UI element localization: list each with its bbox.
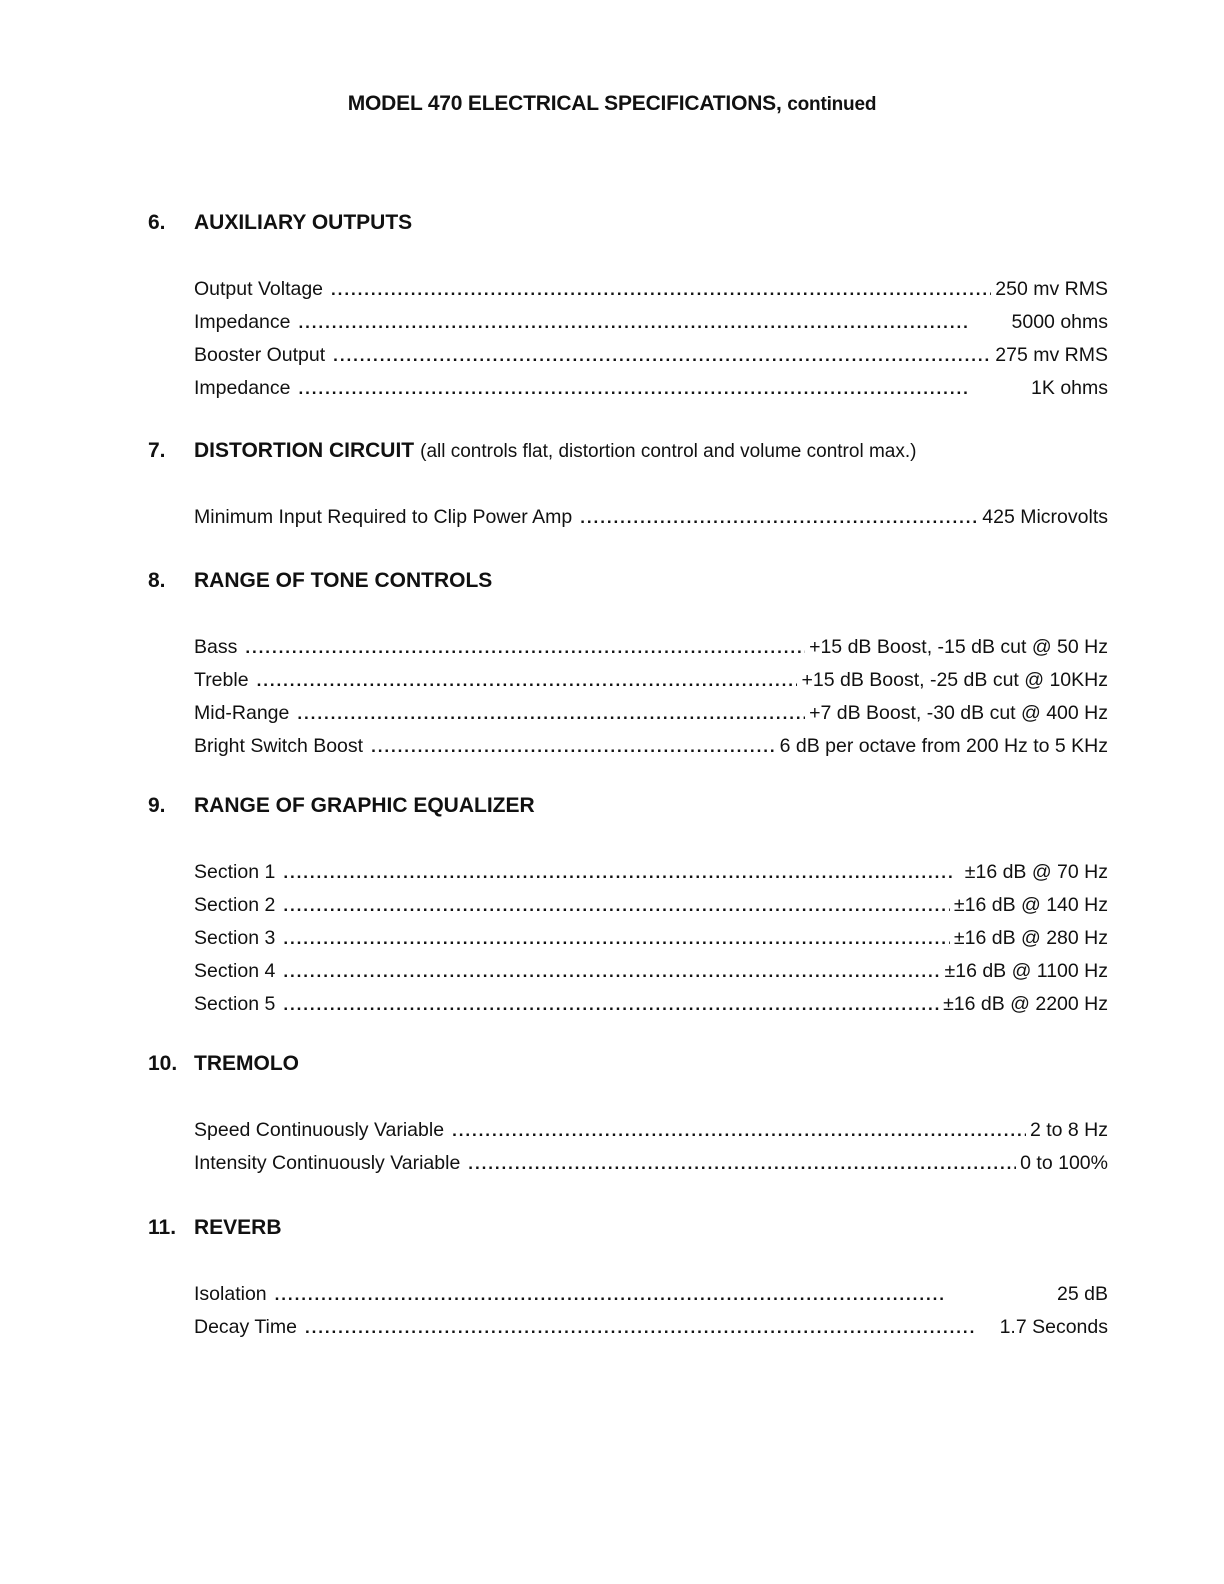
spec-value: +15 dB Boost, -15 dB cut @ 50 Hz [809, 636, 1108, 658]
section-number: 7. [148, 439, 166, 462]
spec-label: Section 1 [194, 861, 276, 883]
section-range-of-graphic-equalizer [148, 792, 1108, 1021]
section-number: 9. [148, 794, 166, 817]
section-heading [148, 1050, 1108, 1078]
spec-value: 250 mv RMS [995, 278, 1108, 300]
dot-leader [297, 697, 805, 730]
section-title: RANGE OF TONE CONTROLS [194, 569, 493, 592]
page-title [0, 92, 1224, 116]
dot-leader [580, 501, 978, 534]
spec-value: ±16 dB @ 140 Hz [953, 894, 1108, 916]
spec-row [194, 664, 1108, 697]
section-heading [148, 209, 1108, 237]
spec-label: Mid-Range [194, 702, 290, 724]
spec-row [194, 988, 1108, 1021]
section-number: 6. [148, 211, 166, 234]
spec-list [194, 1278, 1108, 1344]
spec-row [194, 501, 1108, 534]
spec-label: Speed Continuously Variable [194, 1119, 445, 1141]
spec-row [194, 1311, 1108, 1344]
spec-value: ±16 dB @ 2200 Hz [943, 993, 1108, 1015]
spec-row [194, 631, 1108, 664]
spec-label: Impedance [194, 311, 291, 333]
spec-list [194, 856, 1108, 1021]
spec-value: ±16 dB @ 70 Hz [964, 861, 1108, 883]
section-title: REVERB [194, 1216, 282, 1239]
dot-leader [283, 988, 939, 1021]
spec-label: Decay Time [194, 1316, 297, 1338]
spec-value: ±16 dB @ 1100 Hz [944, 960, 1108, 982]
dot-leader [331, 273, 991, 306]
spec-label: Section 2 [194, 894, 276, 916]
section-number: 8. [148, 569, 166, 592]
spec-label: Section 3 [194, 927, 276, 949]
spec-label: Booster Output [194, 344, 326, 366]
dot-leader [452, 1114, 1026, 1147]
section-title: AUXILIARY OUTPUTS [194, 211, 413, 234]
section-heading [148, 437, 1108, 465]
spec-value: 6 dB per octave from 200 Hz to 5 KHz [779, 735, 1108, 757]
spec-row [194, 730, 1108, 763]
spec-label: Output Voltage [194, 278, 324, 300]
dot-leader [275, 1278, 1053, 1311]
spec-row [194, 856, 1108, 889]
spec-value: +7 dB Boost, -30 dB cut @ 400 Hz [809, 702, 1108, 724]
spec-value: 425 Microvolts [982, 506, 1108, 528]
dot-leader [305, 1311, 996, 1344]
section-title-text: DISTORTION CIRCUIT [194, 439, 415, 462]
section-title [194, 437, 916, 465]
dot-leader [257, 664, 798, 697]
dot-leader [283, 955, 940, 988]
section-title: TREMOLO [194, 1052, 299, 1075]
spec-row [194, 372, 1108, 405]
spec-value: 5000 ohms [1011, 311, 1108, 333]
dot-leader [298, 306, 1007, 339]
spec-list [194, 501, 1108, 534]
section-heading [148, 567, 1108, 595]
spec-row [194, 889, 1108, 922]
spec-label: Isolation [194, 1283, 267, 1305]
spec-row [194, 339, 1108, 372]
spec-value: 2 to 8 Hz [1029, 1119, 1108, 1141]
section-heading [148, 1214, 1108, 1242]
dot-leader [283, 922, 950, 955]
spec-row [194, 273, 1108, 306]
section-number: 10. [148, 1052, 178, 1075]
section-number: 11. [148, 1216, 177, 1239]
dot-leader [283, 889, 950, 922]
spec-row [194, 1278, 1108, 1311]
section-reverb [148, 1214, 1108, 1344]
spec-list [194, 273, 1108, 405]
spec-value: ±16 dB @ 280 Hz [953, 927, 1108, 949]
spec-label: Treble [194, 669, 249, 691]
dot-leader [371, 730, 776, 763]
spec-row [194, 697, 1108, 730]
section-tremolo [148, 1050, 1108, 1180]
section-heading [148, 792, 1108, 820]
spec-value: 1.7 Seconds [999, 1316, 1108, 1338]
spec-label: Intensity Continuously Variable [194, 1152, 461, 1174]
section-distortion-circuit [148, 437, 1108, 534]
page-title-continued: continued [787, 94, 877, 115]
spec-value: +15 dB Boost, -25 dB cut @ 10KHz [801, 669, 1108, 691]
spec-label: Section 4 [194, 960, 276, 982]
spec-label: Bass [194, 636, 238, 658]
section-auxiliary-outputs [148, 209, 1108, 405]
page-title-text: MODEL 470 ELECTRICAL SPECIFICATIONS, [347, 92, 782, 115]
spec-list [194, 1114, 1108, 1180]
dot-leader [283, 856, 960, 889]
spec-value: 275 mv RMS [995, 344, 1108, 366]
section-title: RANGE OF GRAPHIC EQUALIZER [194, 794, 535, 817]
spec-label: Impedance [194, 377, 291, 399]
spec-row [194, 955, 1108, 988]
dot-leader [468, 1147, 1016, 1180]
spec-label: Minimum Input Required to Clip Power Amp [194, 506, 573, 528]
spec-value: 25 dB [1057, 1283, 1108, 1305]
spec-label: Section 5 [194, 993, 276, 1015]
spec-row [194, 1114, 1108, 1147]
dot-leader [333, 339, 991, 372]
spec-row [194, 922, 1108, 955]
spec-row [194, 1147, 1108, 1180]
section-range-of-tone-controls [148, 567, 1108, 763]
dot-leader [245, 631, 805, 664]
spec-list [194, 631, 1108, 763]
spec-value: 0 to 100% [1020, 1152, 1108, 1174]
spec-row [194, 306, 1108, 339]
spec-value: 1K ohms [1031, 377, 1108, 399]
dot-leader [298, 372, 1027, 405]
spec-label: Bright Switch Boost [194, 735, 364, 757]
section-note: (all controls flat, distortion control and volume control max.) [420, 441, 917, 462]
